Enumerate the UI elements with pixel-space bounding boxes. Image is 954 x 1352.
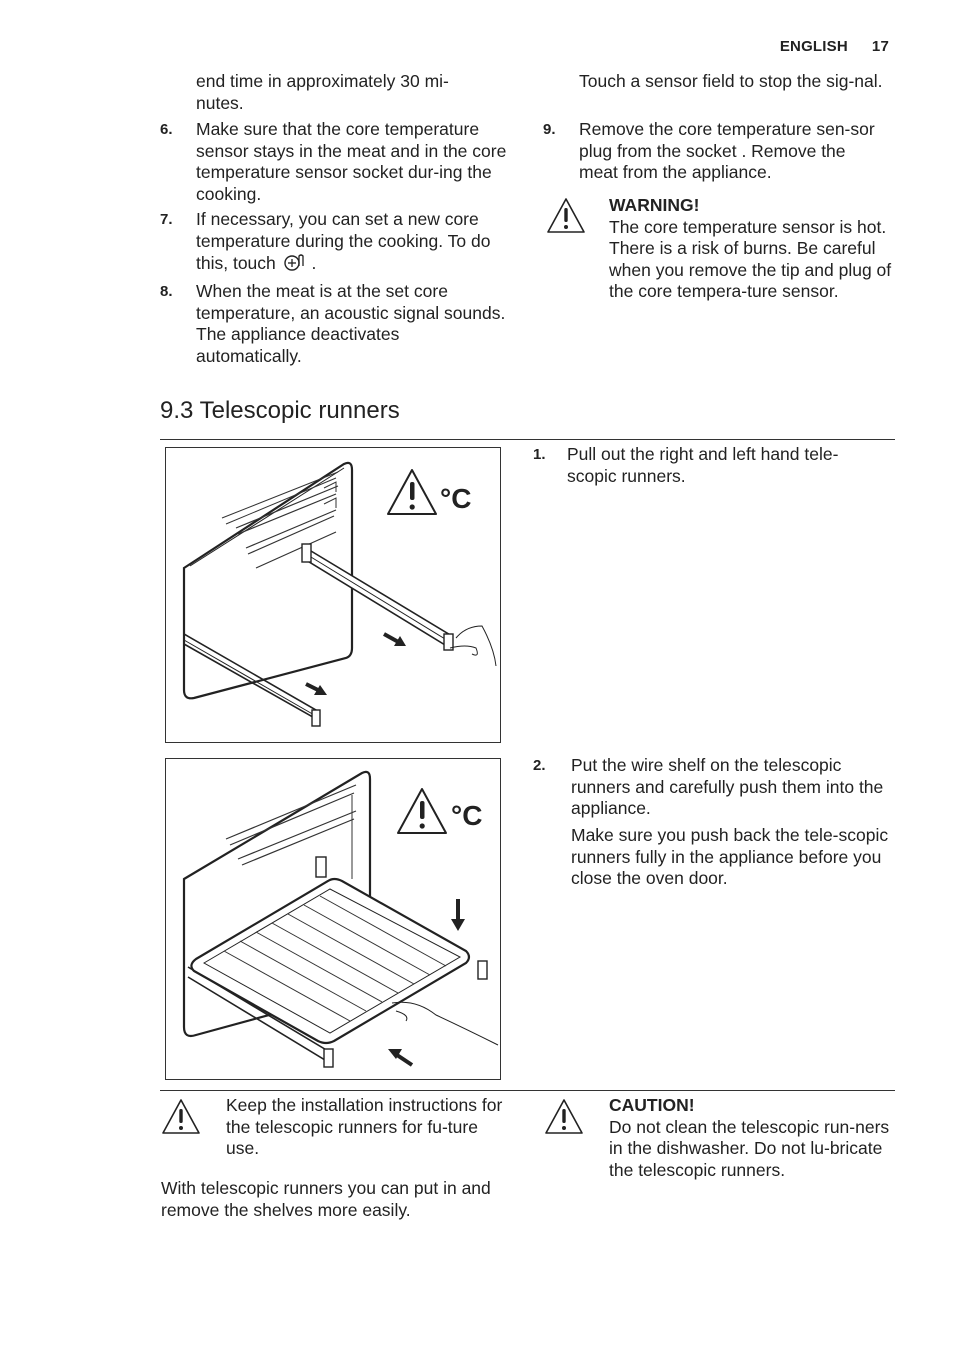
hot-warning-unit: °C [451, 800, 483, 831]
step-text [196, 209, 508, 275]
step-number: 7. [160, 211, 173, 228]
oven-shelf-illustration [166, 759, 500, 1079]
step-number: 6. [160, 121, 173, 138]
warning-heading: WARNING! [609, 195, 700, 215]
figure-pull-out-runners [165, 447, 501, 743]
section-heading: Telescopic runners [199, 397, 400, 424]
step-text: Make sure that the core temperature sensor stays in the meat and in the core temperature sensor socket dur-ing the cooking. [196, 119, 507, 204]
step7-end: . [311, 253, 317, 273]
figure-insert-shelf [165, 758, 501, 1080]
page-number: 17 [871, 38, 889, 55]
runners-info: With telescopic runners you can put in and remove the shelves more easily. [161, 1178, 491, 1220]
header-language: ENGLISH [779, 38, 848, 55]
step-number: 2. [533, 757, 546, 774]
page-header [756, 38, 889, 55]
hot-warning-unit: °C [440, 483, 472, 514]
step-number: 8. [160, 283, 173, 300]
caution-text: Do not clean the telescopic run-ners in the dishwasher. Do not lu-bricate the telescopic runners. [609, 1116, 890, 1180]
step-text: Pull out the right and left hand tele-scopic runners. [567, 444, 839, 486]
step7-text: If necessary, you can set a new core temperature during the cooking. To do this, touch [196, 209, 491, 273]
core-temperature-icon [283, 252, 307, 272]
installation-note: Keep the installation instructions for the telescopic runners for fu-ture use. [226, 1095, 503, 1158]
caution-triangle-icon [544, 1098, 584, 1135]
step-number: 9. [543, 121, 556, 138]
step-text: Remove the core temperature sen-sor plug from the socket . Remove the meat from the appliance. [579, 119, 875, 182]
warning-block [609, 195, 894, 303]
bottom-rule [160, 1090, 895, 1091]
caution-block [609, 1095, 899, 1181]
warning-triangle-icon [546, 197, 586, 234]
step-number: 1. [533, 446, 546, 463]
step5-continued: end time in approximately 30 mi- nutes. [196, 71, 449, 113]
caution-heading: CAUTION! [609, 1095, 695, 1115]
step8-continued: Touch a sensor field to stop the sig-nal. [579, 71, 883, 91]
section-number: 9.3 [160, 397, 194, 424]
warning-text: The core temperature sensor is hot. There is a risk of burns. Be careful when you remove the tip and plug of the core tempera-ture sensor. [609, 216, 892, 301]
warning-triangle-icon [161, 1098, 201, 1135]
step-note: Make sure you push back the tele-scopic runners fully in the appliance before you close the oven door. [571, 825, 889, 888]
section-rule [160, 439, 895, 440]
step-text: When the meat is at the set core temperature, an acoustic signal sounds. The appliance deactivates automatically. [196, 281, 506, 366]
step-text: Put the wire shelf on the telescopic runners and carefully push them into the appliance. [571, 755, 884, 818]
section-title [160, 396, 400, 426]
